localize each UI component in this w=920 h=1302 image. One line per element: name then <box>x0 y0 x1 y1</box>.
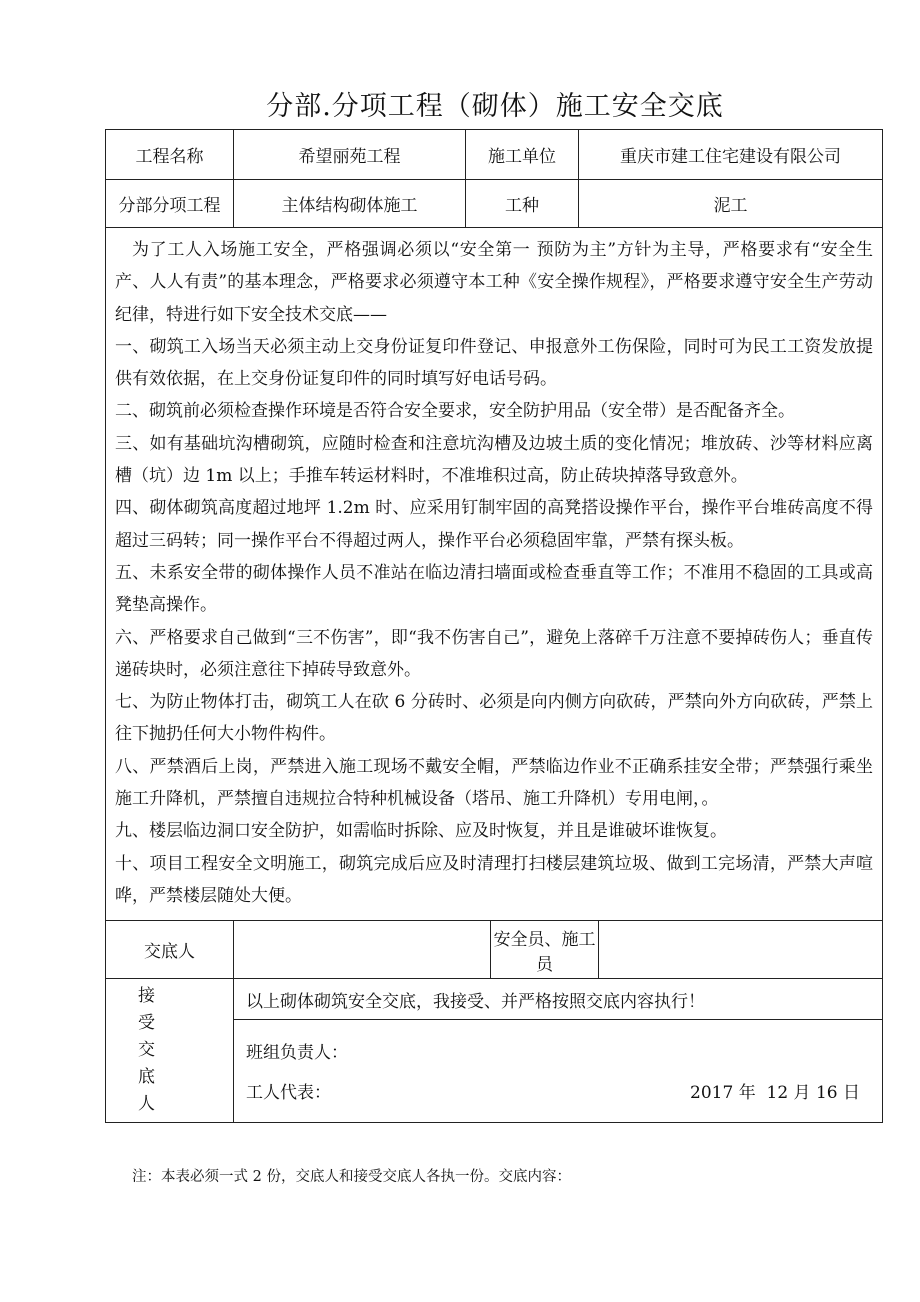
sign-date: 2017 年 12 月 16 日 <box>690 1082 860 1103</box>
footnote: 注：本表必须一式 2 份，交底人和接受交底人各执一份。交底内容： <box>132 1169 571 1185</box>
safety-officer-label: 安全员、施工员 <box>491 921 599 979</box>
list-item: 四、砌体砌筑高度超过地坪 1.2m 时、应采用钉制牢固的高凳搭设操作平台，操作平台堆砖高度不得超过三码转；同一操作平台不得超过两人，操作平台必须稳固牢靠，严禁有探头板。 <box>115 498 873 551</box>
receiver-label-char: 受 <box>138 1013 155 1034</box>
list-item: 五、未系安全带的砌体操作人员不准站在临边清扫墙面或检查垂直等工作；不准用不稳固的工具或高凳垫高操作。 <box>115 562 873 616</box>
receiver-label-char: 交 <box>138 1040 155 1061</box>
receiver-label-char: 人 <box>138 1094 155 1115</box>
list-item: 七、为防止物体打击，砌筑工人在砍 6 分砖时、必须是向内侧方向砍砖，严禁向外方向砍砖，严禁上往下抛扔任何大小物件构件。 <box>115 692 873 745</box>
list-item: 六、严格要求自己做到“三不伤害”，即“我不伤害自己”，避免上落碎千万注意不要掉砖伤人；垂直传递砖块时，必须注意往下掉砖导致意外。 <box>115 627 873 680</box>
disclosure-content <box>106 228 883 921</box>
header-row-2 <box>106 180 883 228</box>
acceptance-statement: 以上砌体砌筑安全交底，我接受、并严格按照交底内容执行！ <box>234 979 883 1020</box>
list-item: 九、楼层临边洞口安全防护，如需临时拆除、应及时恢复，并且是谁破坏谁恢复。 <box>115 821 727 842</box>
project-name-value: 希望丽苑工程 <box>234 130 466 180</box>
receiver-signatures <box>234 1020 883 1123</box>
trade-label: 工种 <box>466 180 579 228</box>
trade-value: 泥工 <box>579 180 883 228</box>
worker-rep-label: 工人代表： <box>246 1082 331 1103</box>
team-leader-line <box>246 1030 860 1070</box>
construction-unit-label: 施工单位 <box>466 130 579 180</box>
list-item: 八、严禁酒后上岗，严禁进入施工现场不戴安全帽，严禁临边作业不正确系挂安全带；严禁强行乘坐施工升降机，严禁擅自违规拉合特种机械设备（塔吊、施工升降机）专用电闸，。 <box>115 756 873 810</box>
safety-disclosure-table <box>105 129 883 1123</box>
list-item: 三、如有基础坑沟槽砌筑，应随时检查和注意坑沟槽及边坡土质的变化情况；堆放砖、沙等材料应离槽（坑）边 1m 以上；手推车转运材料时，不准堆积过高，防止砖块掉落导致意外。 <box>115 433 873 487</box>
list-item: 一、砌筑工入场当天必须主动上交身份证复印件登记、申报意外工伤保险，同时可为民工工资发放提供有效依据，在上交身份证复印件的同时填写好电话号码。 <box>115 336 873 390</box>
intro-paragraph: 为了工人入场施工安全，严格强调必须以“安全第一 预防为主”方针为主导，严格要求有“安全生产、人人有责”的基本理念，严格要求必须遵守本工种《安全操作规程》，严格要求遵守安全生产劳动纪律，特进行如下安全技术交底—— <box>115 240 873 325</box>
discloser-label: 交底人 <box>106 921 234 979</box>
receiver-label-char: 接 <box>138 986 155 1007</box>
signoff-row <box>106 921 883 979</box>
content-row <box>106 228 883 921</box>
team-leader-label: 班组负责人： <box>246 1042 348 1063</box>
list-item: 二、砌筑前必须检查操作环境是否符合安全要求，安全防护用品（安全带）是否配备齐全。 <box>115 401 795 422</box>
receiver-label <box>106 979 234 1123</box>
worker-rep-line <box>246 1070 860 1110</box>
safety-officer-signature-field[interactable] <box>599 921 883 979</box>
sub-project-value: 主体结构砌体施工 <box>234 180 466 228</box>
construction-unit-value: 重庆市建工住宅建设有限公司 <box>579 130 883 180</box>
list-item: 十、项目工程安全文明施工，砌筑完成后应及时清理打扫楼层建筑垃圾、做到工完场清，严禁大声喧哗，严禁楼层随处大便。 <box>115 853 873 906</box>
header-row-1 <box>106 130 883 180</box>
project-name-label: 工程名称 <box>106 130 234 180</box>
sub-project-label: 分部分项工程 <box>106 180 234 228</box>
acceptance-row <box>106 979 883 1020</box>
discloser-signature-field[interactable] <box>234 921 491 979</box>
receiver-label-char: 底 <box>138 1067 155 1088</box>
document-title: 分部.分项工程（砌体）施工安全交底 <box>266 91 724 122</box>
